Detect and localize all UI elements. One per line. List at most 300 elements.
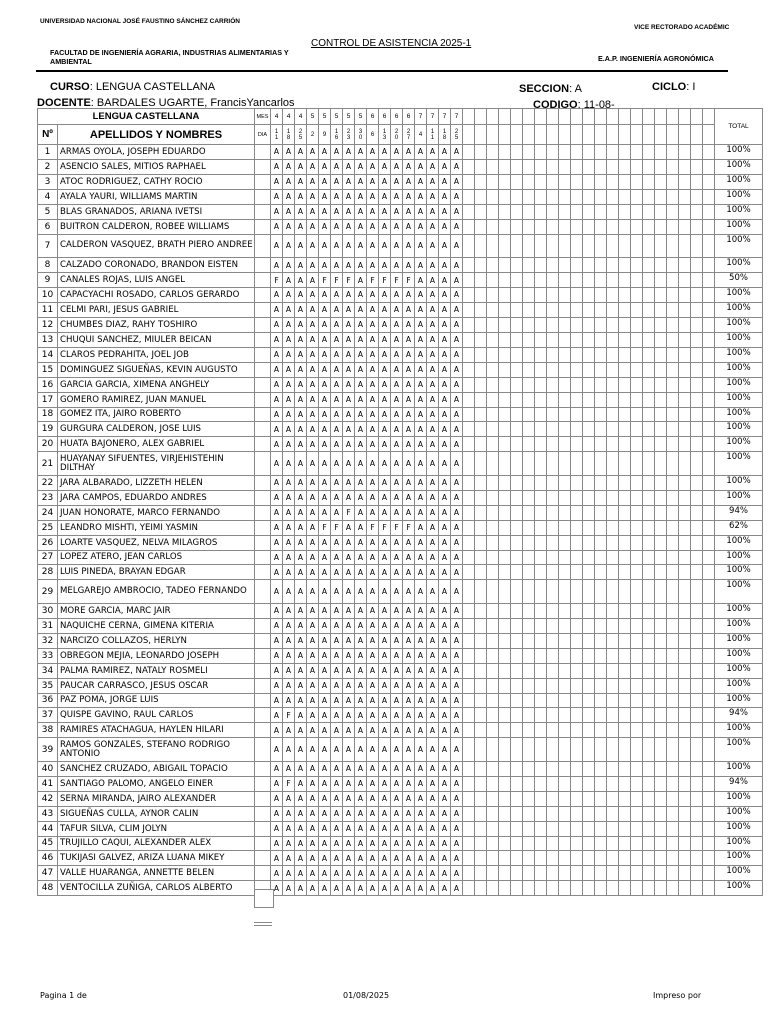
attendance-cell: A [319,738,331,762]
blank-cell [583,288,595,303]
attendance-cell: A [355,490,367,505]
attendance-cell: A [427,490,439,505]
blank-cell [255,866,271,881]
month-cell: 6 [367,109,379,125]
student-number: 11 [38,302,58,317]
blank-cell [595,159,607,174]
attendance-cell: A [427,145,439,160]
blank-cell [487,881,499,896]
blank-cell [619,535,631,550]
blank-cell [595,836,607,851]
blank-cell [475,761,487,776]
blank-cell [679,145,691,160]
blank-cell [655,407,667,422]
blank-cell [643,174,655,189]
blank-cell [679,407,691,422]
attendance-cell: A [391,776,403,791]
blank-cell [535,204,547,219]
blank-cell [667,708,679,723]
attendance-cell: A [379,580,391,604]
blank-cell [667,851,679,866]
blank-cell [463,145,475,160]
day-cell [427,125,439,145]
attendance-cell: A [295,678,307,693]
blank-cell [667,648,679,663]
blank-cell [643,708,655,723]
blank-cell [643,362,655,377]
attendance-cell: A [439,362,451,377]
blank-cell [511,603,523,618]
attendance-total: 100% [715,535,763,550]
blank-cell [511,145,523,160]
attendance-total: 94% [715,776,763,791]
blank-cell [691,234,703,258]
blank-cell [643,648,655,663]
blank-cell [559,234,571,258]
blank-cell [619,603,631,618]
blank-cell [571,520,583,535]
table-row [38,723,763,738]
blank-cell [607,159,619,174]
day-value: 20 [394,128,399,141]
blank-cell [619,219,631,234]
student-number: 47 [38,866,58,881]
blank-cell [487,618,499,633]
attendance-cell: A [367,219,379,234]
attendance-cell: A [331,332,343,347]
blank-cell [487,490,499,505]
attendance-cell: A [379,437,391,452]
blank-cell [607,234,619,258]
attendance-cell: A [319,204,331,219]
attendance-cell: A [391,452,403,476]
course-name-header: LENGUA CASTELLANA [38,109,255,125]
blank-cell [535,302,547,317]
blank-cell [511,580,523,604]
attendance-cell: A [283,866,295,881]
mark-line [254,925,272,926]
attendance-cell: A [283,452,295,476]
attendance-cell: A [319,174,331,189]
attendance-total: 100% [715,806,763,821]
blank-cell [691,347,703,362]
blank-cell [475,550,487,565]
blank-cell [571,791,583,806]
blank-cell [499,580,511,604]
blank-cell [499,475,511,490]
student-name: AYALA YAURI, WILLIAMS MARTIN [58,189,255,204]
blank-cell [619,258,631,273]
blank-cell [547,362,559,377]
attendance-cell: A [367,550,379,565]
blank-cell [595,535,607,550]
student-number: 3 [38,174,58,189]
blank-cell [547,866,559,881]
attendance-cell: A [427,392,439,407]
blank-cell [511,273,523,288]
blank-cell [643,633,655,648]
attendance-cell: A [283,505,295,520]
attendance-cell: A [415,663,427,678]
blank-cell [523,618,535,633]
blank-cell [619,851,631,866]
attendance-cell: A [403,505,415,520]
student-name: NAQUICHE CERNA, GIMENA KITERIA [58,618,255,633]
student-name: CANALES ROJAS, LUIS ANGEL [58,273,255,288]
attendance-cell: A [415,452,427,476]
attendance-cell: A [295,437,307,452]
blank-cell [475,535,487,550]
month-cell: 4 [283,109,295,125]
attendance-cell: A [379,738,391,762]
blank-cell [691,288,703,303]
blank-cell [595,761,607,776]
blank-cell [499,347,511,362]
blank-cell [535,776,547,791]
attendance-cell: A [439,288,451,303]
attendance-cell: A [427,678,439,693]
blank-cell [511,422,523,437]
blank-cell [667,603,679,618]
student-number: 10 [38,288,58,303]
attendance-cell: A [271,678,283,693]
blank-cell [583,189,595,204]
day-value: 9 [322,131,327,138]
blank-cell [667,475,679,490]
attendance-cell: A [283,407,295,422]
attendance-cell: A [391,317,403,332]
blank-cell [643,347,655,362]
attendance-cell: A [331,678,343,693]
blank-cell [255,258,271,273]
attendance-cell: A [439,234,451,258]
attendance-cell: A [307,159,319,174]
blank-cell [607,273,619,288]
student-number: 26 [38,535,58,550]
blank-cell [691,693,703,708]
attendance-cell: A [343,723,355,738]
blank-cell [487,505,499,520]
attendance-cell: A [415,362,427,377]
blank-cell [691,145,703,160]
blank-cell [595,234,607,258]
blank-cell [595,189,607,204]
blank-cell [679,603,691,618]
blank-cell [523,550,535,565]
student-number: 17 [38,392,58,407]
attendance-cell: A [343,317,355,332]
blank-cell [559,422,571,437]
blank-cell [523,565,535,580]
attendance-cell: A [403,550,415,565]
blank-cell [487,836,499,851]
blank-cell [511,565,523,580]
attendance-cell: A [355,723,367,738]
attendance-cell: A [415,866,427,881]
attendance-cell: A [415,505,427,520]
blank-cell [571,273,583,288]
attendance-cell: A [439,693,451,708]
student-number: 30 [38,603,58,618]
blank-cell [463,761,475,776]
blank-cell [655,821,667,836]
blank-cell [255,317,271,332]
attendance-cell: A [451,437,463,452]
blank-cell [595,708,607,723]
blank-cell [595,145,607,160]
attendance-cell: A [451,761,463,776]
blank-cell [631,580,643,604]
blank-cell [547,761,559,776]
blank-cell [679,347,691,362]
blank-cell [463,663,475,678]
attendance-cell: A [283,174,295,189]
blank-cell [499,490,511,505]
blank-cell [255,791,271,806]
day-value: 18 [286,128,291,141]
blank-cell [255,437,271,452]
attendance-cell: A [391,851,403,866]
blank-cell [595,505,607,520]
day-cell [283,125,295,145]
attendance-cell: A [403,881,415,896]
student-name: LUIS PINEDA, BRAYAN EDGAR [58,565,255,580]
student-number: 16 [38,377,58,392]
blank-cell [703,633,715,648]
attendance-cell: A [403,258,415,273]
attendance-cell: A [355,550,367,565]
attendance-cell: A [391,204,403,219]
attendance-cell: A [295,550,307,565]
blank-cell [559,723,571,738]
blank-cell [511,633,523,648]
day-cell [451,125,463,145]
blank-cell [535,618,547,633]
blank-cell [691,633,703,648]
blank-cell [679,258,691,273]
blank-cell [679,520,691,535]
blank-cell [619,791,631,806]
table-row [38,505,763,520]
attendance-cell: A [379,678,391,693]
attendance-cell: A [331,407,343,422]
blank-cell [523,145,535,160]
attendance-cell: A [379,362,391,377]
blank-cell [631,565,643,580]
blank-cell [547,125,559,145]
blank-cell [595,317,607,332]
table-row [38,204,763,219]
blank-cell [583,377,595,392]
blank-cell [559,189,571,204]
blank-cell [631,693,643,708]
attendance-cell: A [355,258,367,273]
blank-cell [255,475,271,490]
attendance-cell: A [451,580,463,604]
blank-cell [631,174,643,189]
attendance-cell: A [331,234,343,258]
attendance-cell: F [331,273,343,288]
attendance-cell: A [355,377,367,392]
blank-cell [463,505,475,520]
blank-cell [511,288,523,303]
blank-cell [255,633,271,648]
blank-cell [511,332,523,347]
blank-cell [463,407,475,422]
attendance-cell: A [415,535,427,550]
blank-cell [703,520,715,535]
blank-cell [703,678,715,693]
blank-cell [655,392,667,407]
blank-cell [475,821,487,836]
blank-cell [703,159,715,174]
attendance-cell: F [343,505,355,520]
blank-cell [255,618,271,633]
attendance-cell: A [355,174,367,189]
attendance-total: 100% [715,723,763,738]
student-name: RAMOS GONZALES, STEFANO RODRIGO ANTONIO [58,738,255,762]
attendance-cell: A [331,738,343,762]
blank-cell [667,302,679,317]
attendance-cell: A [307,422,319,437]
blank-cell [511,866,523,881]
blank-cell [607,302,619,317]
blank-cell [583,422,595,437]
attendance-cell: A [391,881,403,896]
blank-cell [535,475,547,490]
attendance-cell: A [307,708,319,723]
attendance-cell: A [451,219,463,234]
attendance-cell: A [355,648,367,663]
attendance-cell: A [391,407,403,422]
attendance-cell: A [367,377,379,392]
blank-cell [643,317,655,332]
attendance-cell: A [307,520,319,535]
blank-cell [255,535,271,550]
blank-cell [523,302,535,317]
blank-cell [607,377,619,392]
blank-cell [619,145,631,160]
attendance-cell: A [283,693,295,708]
page-title: CONTROL DE ASISTENCIA 2025-1 [311,38,472,49]
blank-cell [571,189,583,204]
attendance-cell: A [379,806,391,821]
blank-cell [499,663,511,678]
blank-cell [679,159,691,174]
attendance-cell: A [343,678,355,693]
attendance-cell: A [427,821,439,836]
blank-cell [559,708,571,723]
blank-cell [667,189,679,204]
attendance-cell: A [403,392,415,407]
attendance-cell: A [295,738,307,762]
attendance-cell: A [415,693,427,708]
blank-cell [583,618,595,633]
blank-cell [475,791,487,806]
blank-cell [487,851,499,866]
blank-cell [255,708,271,723]
attendance-cell: A [343,347,355,362]
blank-cell [619,204,631,219]
blank-cell [619,580,631,604]
blank-cell [559,776,571,791]
student-name: QUISPE GAVINO, RAUL CARLOS [58,708,255,723]
blank-cell [643,565,655,580]
attendance-cell: A [283,317,295,332]
blank-cell [571,347,583,362]
blank-cell [691,407,703,422]
blank-cell [475,738,487,762]
attendance-cell: A [295,407,307,422]
blank-cell [487,535,499,550]
attendance-total: 100% [715,761,763,776]
blank-cell [487,174,499,189]
attendance-cell: A [307,565,319,580]
blank-cell [631,288,643,303]
blank-cell [619,761,631,776]
attendance-cell: A [307,633,319,648]
attendance-cell: A [295,302,307,317]
attendance-cell: A [283,273,295,288]
blank-cell [691,851,703,866]
attendance-total: 100% [715,174,763,189]
attendance-cell: A [283,851,295,866]
student-number: 33 [38,648,58,663]
table-row [38,302,763,317]
blank-cell [703,490,715,505]
blank-cell [487,580,499,604]
blank-cell [463,836,475,851]
blank-cell [595,258,607,273]
student-number: 14 [38,347,58,362]
blank-cell [619,437,631,452]
blank-cell [703,302,715,317]
blank-cell [583,851,595,866]
attendance-cell: A [451,407,463,422]
attendance-cell: A [367,723,379,738]
blank-cell [607,851,619,866]
blank-cell [523,347,535,362]
blank-cell [691,866,703,881]
printed-by: Impreso por [653,991,702,1000]
cycle-value: : I [686,81,696,93]
blank-cell [535,723,547,738]
blank-cell [607,550,619,565]
blank-cell [499,273,511,288]
blank-cell [523,633,535,648]
student-name: CHUMBES DIAZ, RAHY TOSHIRO [58,317,255,332]
attendance-cell: A [367,535,379,550]
blank-cell [595,881,607,896]
blank-cell [703,422,715,437]
attendance-cell: A [271,550,283,565]
blank-cell [691,273,703,288]
blank-cell [463,219,475,234]
blank-cell [655,806,667,821]
attendance-cell: A [379,302,391,317]
blank-cell [475,317,487,332]
attendance-cell: A [319,145,331,160]
blank-cell [583,821,595,836]
blank-cell [511,505,523,520]
attendance-cell: A [283,761,295,776]
attendance-cell: A [283,258,295,273]
blank-cell [535,422,547,437]
blank-cell [703,648,715,663]
blank-cell [607,603,619,618]
blank-cell [547,776,559,791]
university-name: UNIVERSIDAD NACIONAL JOSÉ FAUSTINO SÁNCHEZ CARRIÓN [40,18,240,25]
